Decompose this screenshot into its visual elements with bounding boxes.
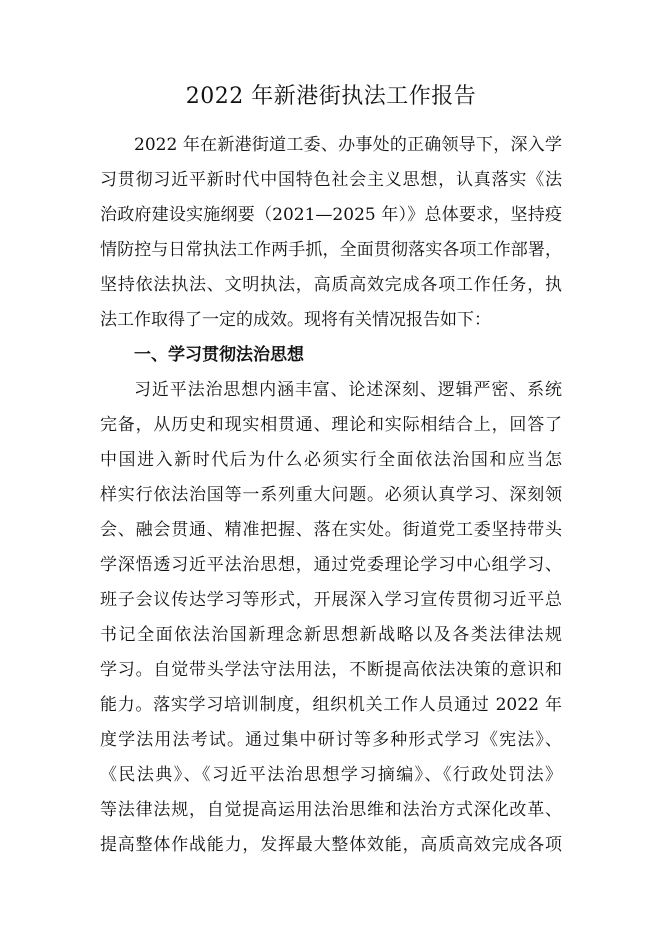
intro-line-5: 坚持依法执法、文明执法，高质高效完成各项工作任务，执 bbox=[100, 275, 562, 295]
section-line-3: 中国进入新时代后为什么必须实行全面依法治国和应当怎 bbox=[100, 450, 562, 470]
section-line-9: 学习。自觉带头学法守法用法，不断提高依法决策的意识和 bbox=[100, 660, 562, 680]
intro-line-4: 情防控与日常执法工作两手抓，全面贯彻落实各项工作部署， bbox=[100, 240, 562, 260]
section-line-1: 习近平法治思想内涵丰富、论述深刻、逻辑严密、系统 bbox=[134, 380, 562, 400]
document-title: 2022 年新港街执法工作报告 bbox=[185, 84, 477, 109]
intro-line-2: 习贯彻习近平新时代中国特色社会主义思想，认真落实《法 bbox=[100, 170, 562, 190]
section-line-7: 班子会议传达学习等形式，开展深入学习宣传贯彻习近平总 bbox=[100, 590, 562, 610]
section-line-13: 等法律法规，自觉提高运用法治思维和法治方式深化改革、 bbox=[100, 800, 562, 820]
section-line-2: 完备，从历史和现实相贯通、理论和实际相结合上，回答了 bbox=[100, 415, 562, 435]
section-line-8: 书记全面依法治国新理念新思想新战略以及各类法律法规 bbox=[100, 625, 562, 645]
section-heading: 一、学习贯彻法治思想 bbox=[134, 345, 304, 365]
section-line-10: 能力。落实学习培训制度，组织机关工作人员通过 2022 年 bbox=[100, 695, 562, 715]
intro-line-3: 治政府建设实施纲要（2021—2025 年）》总体要求，坚持疫 bbox=[100, 205, 562, 225]
section-line-12: 《民法典》、《习近平法治思想学习摘编》、《行政处罚法》 bbox=[100, 765, 562, 785]
intro-line-1: 2022 年在新港街道工委、办事处的正确领导下，深入学 bbox=[134, 135, 562, 155]
section-line-11: 度学法用法考试。通过集中研讨等多种形式学习《宪法》、 bbox=[100, 730, 562, 750]
section-line-5: 会、融会贯通、精准把握、落在实处。街道党工委坚持带头 bbox=[100, 520, 562, 540]
section-line-14: 提高整体作战能力，发挥最大整体效能，高质高效完成各项 bbox=[100, 835, 562, 855]
intro-line-6: 法工作取得了一定的成效。现将有关情况报告如下： bbox=[100, 310, 491, 330]
section-line-4: 样实行依法治国等一系列重大问题。必须认真学习、深刻领 bbox=[100, 485, 562, 505]
section-line-6: 学深悟透习近平法治思想，通过党委理论学习中心组学习、 bbox=[100, 555, 562, 575]
